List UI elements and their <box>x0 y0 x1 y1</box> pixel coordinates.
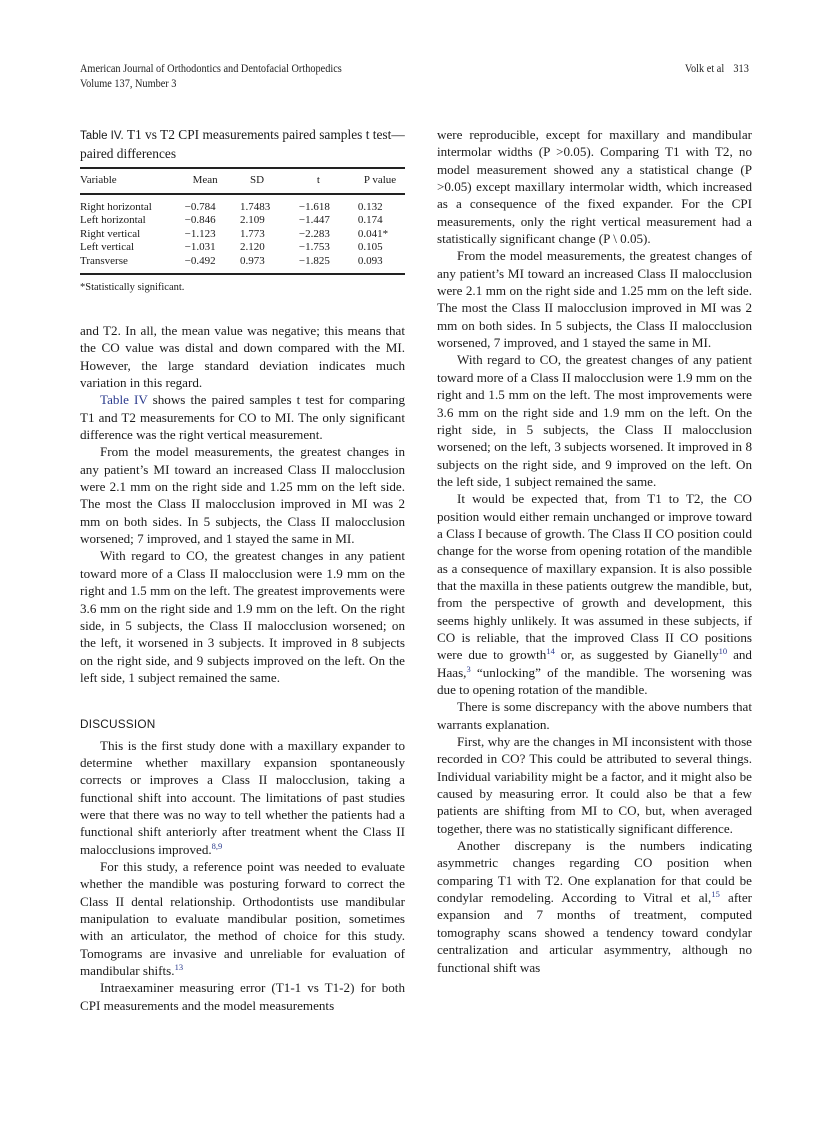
paragraph-text: It would be expected that, from T1 to T2, the CO position would either remain unchanged or improve toward a Class I because of growth. The Class II CO position could change for the worse from opening rotation of the mandible as a consequence of maxillary expansion. It is also possible that the maxilla in these patients outgrew the mandible, but, from the perspective of growth and development, this seems highly unlikely. It was assumed in these subjects, if CO is reliable, that the improved Class II CO positions were due to growth <box>437 491 752 663</box>
paragraph: With regard to CO, the greatest changes of any patient toward more of a Class II malocclusion were 1.9 mm on the right and 1.5 mm on the left. The most improvements were 3.6 mm on the right side and 1.9 mm on the left. On the right side, in 5 subjects, the Class II malocclusion worsened; on the left, 3 subjects worsened. It improved in 8 subjects on the right side, and 9 improved on the left. On the left side, 1 subject remained the same. <box>437 352 752 489</box>
reference-link[interactable]: 15 <box>711 889 720 900</box>
paragraph: First, why are the changes in MI inconsistent with those recorded in CO? This could be attributed to several things. Individual variability might be a factor, and it might also be caused by measuring error. It could also be that a few patients are shifting from MI to CO, but, when averaged together, there was no statistically significant difference. <box>437 734 752 836</box>
table-row <box>80 241 405 255</box>
table-row <box>80 194 405 215</box>
paragraph: Intraexaminer measuring error (T1-1 vs T1-2) for both CPI measurements and the model measurements <box>80 980 405 1013</box>
cell-variable: Right horizontal <box>80 200 152 213</box>
cell-mean: −1.031 <box>184 241 216 253</box>
table-caption <box>80 126 405 162</box>
paragraph-text: shows the paired samples t test for comparing T1 and T2 measurements for CO to MI. The only significant difference was the right vertical measurement. <box>80 392 405 443</box>
cell-p: 0.132 <box>357 200 383 213</box>
cell-p: 0.093 <box>338 255 405 275</box>
col-header-t: t <box>277 168 338 194</box>
paragraph-text: This is the first study done with a maxillary expander to determine whether maxillary expansion spontaneously corrects or improves a Class II malocclusion, taking a functional shift into account. The limitations of past studies were that there was no way to tell whether the patients had a functional shift anteriorly after treatment whent the Class II malocclusions improved. <box>80 737 405 857</box>
right-column <box>437 126 752 976</box>
col-header-p-value: P value <box>338 168 405 194</box>
reference-link[interactable]: 3 <box>466 663 471 674</box>
table-header-row <box>80 168 405 194</box>
page-number: 313 <box>733 63 749 75</box>
paragraph <box>80 391 405 443</box>
cell-p: 0.174 <box>357 214 383 226</box>
reference-link[interactable]: 14 <box>546 646 555 657</box>
cell-p: 0.105 <box>357 241 383 253</box>
cell-sd: 0.973 <box>226 255 277 275</box>
paragraph: From the model measurements, the greatest changes of any patient’s MI toward an increased Class II malocclusion were 2.1 mm on the right side and 1.25 mm on the left side. The most the Class II malocclusion improved in MI was 2 mm on both sides. In 5 subjects, the Class II malocclusion worsened, 7 improved, and 1 stayed the same in MI. <box>437 248 752 351</box>
paragraph: There is some discrepancy with the above numbers that warrants explanation. <box>437 699 752 732</box>
paragraph: With regard to CO, the greatest changes in any patient toward more of a Class II malocclusion were 1.9 mm on the right and 1.5 mm on the left. The greatest improvements were 3.6 mm on the right side and 1.9 mm on the left. On the right side, in 5 subjects, the Class II malocclusion worsened; on the left, it worsened in 3 subjects. It improved in 8 subjects on the right side, and 9 subjects improved on the left. On the left side, 1 subject remained the same. <box>80 548 405 685</box>
table-label: Table IV. <box>80 130 124 142</box>
cell-variable: Transverse <box>80 255 163 275</box>
cell-t: −1.447 <box>298 214 330 226</box>
table-row <box>80 214 405 228</box>
cell-mean: −0.846 <box>184 214 216 226</box>
reference-link[interactable]: 8,9 <box>211 840 223 851</box>
cell-mean: −1.123 <box>184 227 216 240</box>
paragraph-text: or, as suggested by Gianelly <box>554 647 719 663</box>
page-info <box>685 62 749 77</box>
journal-volume: Volume 137, Number 3 <box>80 78 177 90</box>
cell-variable: Left horizontal <box>80 214 146 226</box>
cell-sd: 2.120 <box>240 241 265 253</box>
paragraph <box>80 737 405 858</box>
paragraph-text: “unlocking” of the mandible. The worsening was due to opening rotation of the mandible. <box>437 664 752 697</box>
cell-mean: −0.784 <box>184 200 216 213</box>
cell-t: −2.283 <box>298 227 330 240</box>
results-table <box>80 167 405 275</box>
cell-t: −1.618 <box>298 200 330 213</box>
section-heading-discussion: DISCUSSION <box>80 717 156 732</box>
table-row <box>80 228 405 242</box>
col-header-variable: Variable <box>80 168 163 194</box>
paragraph <box>437 837 752 976</box>
paragraph <box>80 858 405 979</box>
paragraph-text: For this study, a reference point was needed to evaluate whether the mandible was posturing forward to correct the Class II dental relationship. Orthodontists use mandibular manipulation to evaluate mandibular position, sometimes with an articulator, the method of choice for this study. Tomograms are invasive and unreliable for evaluation of mandibular shifts. <box>80 858 405 979</box>
cell-sd: 1.773 <box>240 227 265 240</box>
cell-t: −1.753 <box>298 241 330 253</box>
left-column <box>80 126 405 1014</box>
running-authors: Volk et al <box>684 63 725 75</box>
col-header-mean: Mean <box>163 168 226 194</box>
col-header-sd: SD <box>226 168 277 194</box>
cell-variable: Left vertical <box>80 241 135 253</box>
table-footnote: *Statistically significant. <box>80 282 185 293</box>
cell-t: −1.825 <box>277 255 338 275</box>
cell-sd: 2.109 <box>240 214 265 226</box>
paragraph: were reproducible, except for maxillary and mandibular intermolar widths (P >0.05). Comparing T1 with T2, no model measurement showed any a statistical change (P >0.05) except maxillary intermolar width, which increased as a consequence of the fixed expander. For the CPI measurements, only the right vertical measurement had a statistically significant change (P \ 0.05). <box>437 127 752 247</box>
reference-link[interactable]: 10 <box>718 646 728 657</box>
paragraph-text: and Haas, <box>437 647 752 680</box>
paragraph: and T2. In all, the mean value was negative; this means that the CO value was distal and down compared with the MI. However, the large standard deviation indicates much variation in this regard. <box>80 323 405 391</box>
cell-mean: −0.492 <box>163 255 226 275</box>
cell-variable: Right vertical <box>80 227 141 240</box>
table-iv-link[interactable]: Table IV <box>100 392 148 408</box>
paragraph: From the model measurements, the greatest changes in any patient’s MI toward an increased Class II malocclusion were 2.1 mm on the right side and 1.25 mm on the left side. The most the Class II malocclusion improved in MI was 2 mm on both sides. In 5 subjects, the Class II malocclusion worsened; 7 improved, and 1 stayed the same in MI. <box>80 444 405 547</box>
cell-sd: 1.7483 <box>240 200 271 213</box>
reference-link[interactable]: 13 <box>174 962 184 973</box>
table-title: T1 vs T2 CPI measurements paired samples t test—paired differences <box>80 127 405 161</box>
paragraph-text: Another discrepany is the numbers indicating asymmetric changes regarding CO position when comparing T1 with T2. One explanation for that could be condylar remodeling. According to Vitral et al, <box>437 838 752 906</box>
table-row <box>80 255 405 275</box>
cell-p: 0.041* <box>357 227 389 240</box>
journal-info <box>80 62 342 92</box>
paragraph-text: after expansion and 7 months of treatment, computed tomography scans showed a tendency toward condylar centralization and articular asymmentry, although no functional shift was <box>437 890 752 975</box>
journal-title: American Journal of Orthodontics and Dentofacial Orthopedics <box>80 63 342 75</box>
paragraph <box>437 490 752 698</box>
